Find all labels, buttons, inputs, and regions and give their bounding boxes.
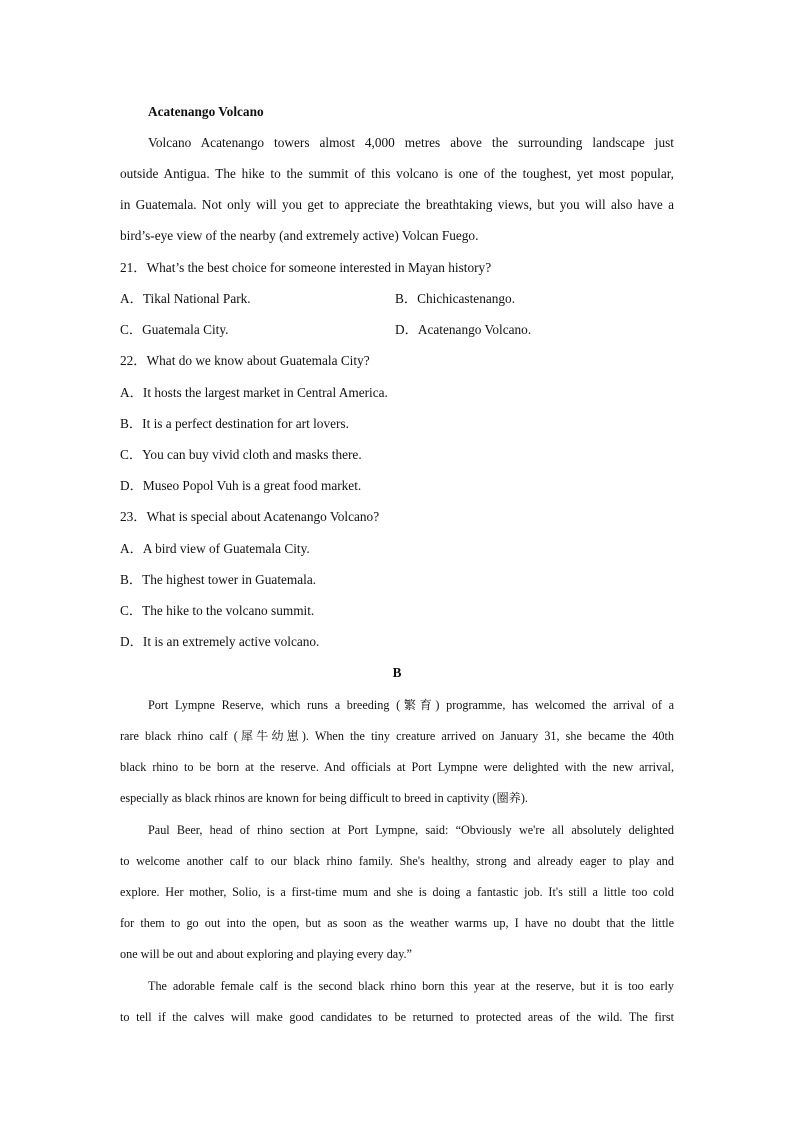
section-title: Acatenango Volcano <box>148 104 264 119</box>
answer-option: B．Chichicastenango. <box>395 291 516 306</box>
question-stem: 23．What is special about Acatenango Volcano? <box>120 509 380 524</box>
paragraph-line: Volcano Acatenango towers almost 4,000 metres above the surrounding landscape just <box>148 135 674 150</box>
paragraph-line: especially as black rhinos are known for being difficult to breed in captivity (圈养). <box>120 791 528 805</box>
answer-option: A．A bird view of Guatemala City. <box>120 541 310 556</box>
answer-option: C．Guatemala City. <box>120 322 229 337</box>
answer-option: C．You can buy vivid cloth and masks there. <box>120 447 362 462</box>
question-stem: 22．What do we know about Guatemala City? <box>120 353 370 368</box>
question-stem: 21．What’s the best choice for someone interested in Mayan history? <box>120 260 492 275</box>
paragraph-line: to welcome another calf to our black rhino family. She's healthy, strong and already eager to play and <box>120 854 674 868</box>
paragraph-line: in Guatemala. Not only will you get to appreciate the breathtaking views, but you will also have a <box>120 197 674 212</box>
section-heading: B <box>392 665 402 680</box>
answer-option: A．It hosts the largest market in Central America. <box>120 385 388 400</box>
answer-option: D．It is an extremely active volcano. <box>120 634 320 649</box>
answer-option: B．It is a perfect destination for art lovers. <box>120 416 349 431</box>
paragraph-line: to tell if the calves will make good candidates to be returned to protected areas of the wild. The first <box>120 1010 674 1024</box>
paragraph-line: black rhino to be born at the reserve. And officials at Port Lympne were delighted with the new arrival, <box>120 760 674 774</box>
answer-option: D．Museo Popol Vuh is a great food market. <box>120 478 362 493</box>
paragraph-line: one will be out and about exploring and playing every day.” <box>120 947 412 961</box>
paragraph-line: bird’s-eye view of the nearby (and extremely active) Volcan Fuego. <box>120 228 479 243</box>
paragraph-line: outside Antigua. The hike to the summit of this volcano is one of the toughest, yet most popular, <box>120 166 674 181</box>
paragraph-line: rare black rhino calf (犀牛幼崽). When the tiny creature arrived on January 31, she became the 40th <box>120 729 674 743</box>
answer-option: A．Tikal National Park. <box>120 291 251 306</box>
answer-option: D．Acatenango Volcano. <box>395 322 532 337</box>
answer-option: B．The highest tower in Guatemala. <box>120 572 317 587</box>
paragraph-line: for them to go out into the open, but as soon as the weather warms up, I have no doubt that the little <box>120 916 674 930</box>
paragraph-line: Port Lympne Reserve, which runs a breeding (繁育) programme, has welcomed the arrival of a <box>148 698 674 712</box>
paragraph-line: The adorable female calf is the second black rhino born this year at the reserve, but it is too early <box>148 979 674 993</box>
paragraph-line: Paul Beer, head of rhino section at Port Lympne, said: “Obviously we're all absolutely delighted <box>148 823 674 837</box>
paragraph-line: explore. Her mother, Solio, is a first-time mum and she is doing a fantastic job. It's still a little too cold <box>120 885 674 899</box>
answer-option: C．The hike to the volcano summit. <box>120 603 315 618</box>
